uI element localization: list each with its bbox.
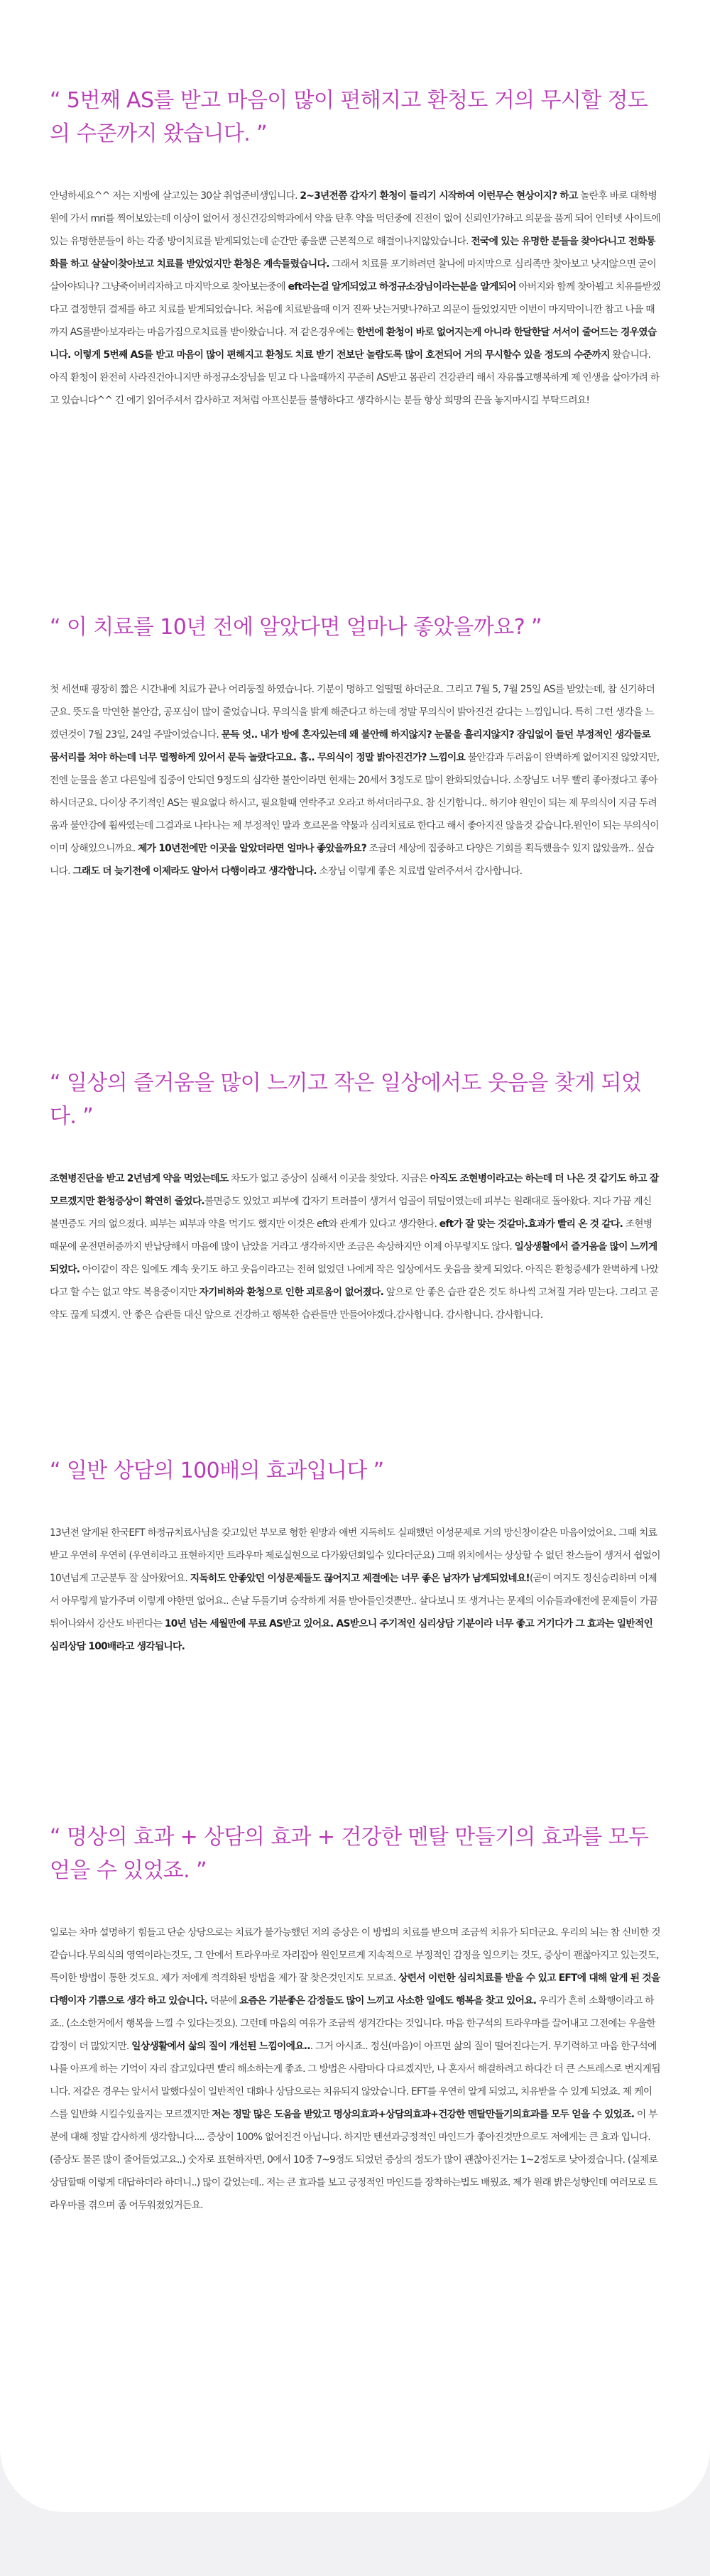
body-text: 조금더 세상에 집중하고 다양은 기회를 획득했을수 있지 않았을까.. 싶습니다. [50, 843, 654, 877]
body-text: (곧이 여지도 정신승리하며 이제서 아무렇게 말가주며 이렇게 야한면 없어요.. 손날 두들기며 승작하게 저를 받아들인것뿐만.. 살다보니 또 생겨나는 문제의 이슈들과애전에 문제들이 가끔 튀어나와서 강산도 바뀐다는 [50, 1573, 658, 1630]
body-text: 아버지와 함께 찾아뵙고 치유를받겠다고 결정한뒤 결제를 하고 치료를 받게되었습니다. 처음에 치료받을때 이거 진짜 낫는거맞나?하고 의문이 들었었지만 이번이 마지막이니깐 참고 나을 때까지 AS를받아보자라는 마음가짐으로치료를 받아왔습니다. 저 같은경우에는 [50, 281, 660, 338]
highlight-text: eft가 잘 맞는 것같마.효과가 빨리 온 것 같다. [439, 1218, 623, 1230]
body-text: . 그거 아시죠.. 정신(마음)이 아프면 삶의 질이 떨어진다는거. 무기력하고 마음 한구석에 나를 아프게 하는 기억이 자리 잡고있다면 빨리 해소하는게 좋죠. 그 방법은 사람마다 다르겠지만, 나 혼자서 해결하려고 하다간 더 큰 스트레스로 번지게됩니다. 저같은 경우는 앞서서 말했다싶이 일반적인 대화나 상담으로는 치유되지 않았습니다. EFT를 우연히 알게 되었고, 치유받을 수 있게 되었죠. 제 케이스를 일반화 시킬수있을지는 모르겠지만 [50, 2041, 660, 2120]
body-text: 차도가 없고 증상이 심해서 이곳을 찾았다. 지금은 [228, 1173, 430, 1184]
body-text: 첫 세션때 굉장히 짧은 시간내에 치료가 끝나 어리둥절 하였습니다. 기분이 명하고 얼떨떨 하더군요. 그리고 7월 5, 7월 25일 AS를 받았는데, 참 신기하더군요. 뜻도을 막연한 불안감, 공포심이 많이 줄었습니다. 무의식을 밝게 해준다고 하는데 정말 무의식이 밝아진건 같다는 느낌입니다. 특히 그런 생각을 느꼈던것이 7월 23일, 24일 주말이었습니다. [50, 684, 655, 741]
review-body [50, 185, 660, 412]
body-text: 이 부분에 대해 정말 감사하게 생각합니다.... 증상이 100% 없어진건 아닙니다. 하지만 텐션과긍정적인 마인드가 좋아진것만으로도 저에게는 큰 효과 입니다. (증상도 물론 많이 줄어들었고요..) 숫자로 표현하자면, 0에서 10중 7~9정도 되었던 증상의 정도가 많이 괜찮아진거는 1~2정도로 낮아졌습니다. (실제로 상담할때 이렇게 대답하더라 하더니..) 많이 갈었는데.. 저는 큰 효과를 보고 긍정적인 마인드를 장착하는법도 배웠죠. 제가 원래 밝은성향인데 여러모로 트라우마를 겪으며 좀 어두워졌었거든요. [50, 2109, 658, 2211]
body-text: 조현병 때문에 운전면허증까지 반납당해서 마음에 많이 남았을 거라고 생각하지만 조금은 속상하지만 이제 아무렇지도 않다. [50, 1218, 652, 1252]
body-text: 안녕하세요^^ 저는 지방에 살고있는 30살 취업준비생입니다. [50, 190, 300, 202]
body-text: 덕분에 [207, 1995, 239, 2007]
body-text: 우리가 흔히 소확행이라고 하죠.. (소소한거에서 행복을 느낄 수 있다는것요). 그런데 마음의 여유가 조금씩 생겨간다는 것입니다. 마음 한구석의 트라우마를 끌어내고 그전에는 우울한 감정이 더 많았지만. [50, 1995, 655, 2052]
body-text: 13년전 알게된 한국EFT 하정규치료사님을 갖고있던 부모로 형한 원망과 애번 지독히도 실패했던 이성문제로 거의 망신창이같은 마음이었어요. 그때 치료받고 우연히 우연히 (우연히라고 표현하지만 트라우마 제로실현으로 다가왔던회일수 있다더군요) 그때 위치에서는 상상할 수 없던 찬스들이 생겨서 쉽없이 10년넘게 고군분투 잘 살아왔어요. [50, 1527, 660, 1584]
highlight-text: 전국에 있는 유명한 분들을 찾아다니고 전화통화를 하고 살살이찾아보고 치료를 받았었지만 환청은 계속들렸습니다. [50, 236, 655, 270]
highlight-text: 일상생활에서 삶의 질이 개선된 느낌이에요.. [131, 2041, 310, 2052]
body-text: 그래서 치료를 포기하려던 찰나에 마지막으로 심리족만 찾아보고 낫지않으면 굳이살아야되나? 그냥죽어버리자하고 마지막으로 찾아보는중에 [50, 258, 656, 293]
body-text: 불면증도 있었고 피부에 갑자기 트러블이 생겨서 엄골이 뒤덮이였는데 피부는 원래대로 돌아왔다. 지다 가끔 계신 불면증도 거의 없으졌다. 피부는 피부과 약을 먹기도 했지만 이것은 eft와 관계가 있다고 생각한다. [50, 1196, 652, 1230]
body-text: 놀란후 바로 대학병원에 가서 mri를 찍어보았는데 이상이 없어서 정신건강의학과에서 약을 탄후 약을 먹던중에 진전이 없어 신뢰인가?하고 의문을 품게 되어 인터넷 사이트에 있는 유명한분들이 하는 각종 방이치료를 받게되었는데 순간만 좋을뿐 근본적으로 해결이나지않았습니다. [50, 190, 660, 247]
review-body [50, 1522, 660, 1658]
body-text: 일로는 차마 설명하기 힘들고 단순 상당으로는 치료가 불가능했던 저의 증상은 이 방법의 치료를 받으며 조금씩 치유가 되더군요. 우리의 뇌는 참 신비한 것 같습니다.무의식의 영역이라는것도, 그 안에서 트라우마로 자리잡아 원인모르게 지속적으로 부정적인 감정을 일으키는 것도, 증상이 괜찮아지고 있는것도, 특이한 방법이 통한 것도요. 제가 저에게 적격화된 방법을 제가 잘 찾은것인지도 모르죠. [50, 1927, 660, 1984]
highlight-text: 2~3년전쯤 갑자기 환청이 들리기 시작하여 이런무슨 현상이지? 하고 [300, 190, 578, 202]
body-text: 왔습니다. 아직 환청이 완전히 사라진건아니지만 하정규소장님을 믿고 다 나을때까지 꾸준히 AS받고 몸관리 건강관리 해서 자유롭고행복하게 제 인생을 살아가려 하고 있습니다^^ 긴 에기 읽어주셔서 감사하고 저처럼 아프신분들 불행하다고 생각하시는 분들 항상 희망의 끈을 놓지마시길 부탁드려요! [50, 349, 660, 406]
review-title: “ 명상의 효과 + 상담의 효과 + 건강한 멘탈 만들기의 효과를 모두 얻을 수 있었죠. ” [50, 1825, 649, 1883]
highlight-text: 한번에 환청이 바로 없어지는게 아니라 한달한달 서서이 줄어드는 경우였습니다. 이렇게 5번째 AS를 받고 마음이 많이 편해지고 환청도 치료 받기 전보단 놀랍도록 많이 호전되어 거의 무시할수 있을 정도의 수준까지 [50, 327, 657, 361]
review-2 [50, 611, 660, 883]
review-5 [50, 1821, 660, 2217]
review-body [50, 1167, 660, 1326]
review-title: “ 5번째 AS를 받고 마음이 많이 편해지고 환청도 거의 무시할 정도의 수준까지 왔습니다. ” [50, 88, 648, 146]
review-title: “ 일반 상담의 100배의 효과입니다 ” [50, 1458, 384, 1483]
review-1 [50, 84, 660, 412]
highlight-text: 상련서 이런한 심리치료를 받을 수 있고 EFT에 대해 알게 된 것을 다행이자 기쁨으로 생각 하고 있습니다. [50, 1972, 660, 2007]
body-text: 불안감과 두려움이 완벽하게 없어지진 않았지만, 전엔 눈물을 쏟고 다른일에 집중이 안되던 9정도의 심각한 불안이라면 현재는 20세서 3정도로 많이 완화되었습니다. 소장님도 너무 빨리 좋아졌다고 좋아하시더군요. 다이상 주기적인 AS는 필요없다 하시고, 필요할때 연락주고 오라고 하셔더라구요. 참 신기합니다.. 하기야 원인이 되는 제 무의식이 지금 두려움과 불안감에 휩싸였는데 그결과로 나타나는 제 부정적인 말과 호르몬을 약물과 심리치료로 한다고 해서 좋아지진 않을것 같습니다.원인이 되는 무의식이 이미 상해있으니까요. [50, 752, 660, 854]
highlight-text: 그래도 더 늦기전에 이제라도 알아서 다행이라고 생각합니다. [72, 866, 317, 877]
highlight-text: 자기비하와 환청으로 인한 괴로움이 없어졌다. [199, 1287, 384, 1298]
highlight-text: eft라는걸 알게되었고 하정규소장님이라는분을 알게되어 [288, 281, 516, 293]
highlight-text: 문득 엇.. 내가 방에 혼자있는데 왜 불안해 하지않지? 눈물을 흘리지않지? 잠입없이 들던 부정적인 생각들로 뭄서리를 쳐야 하는데 너무 멀쩡하게 있어서 문득 놀랐다고요. 흠.. 무의식이 정말 밝아진건가? 느낌이요 [50, 729, 651, 763]
review-body [50, 1921, 660, 2217]
highlight-text: 아직도 조현병이라고는 하는데 더 나은 것 같기도 하고 잘 모르겠지만 환청증상이 확연히 줄었다. [50, 1173, 659, 1207]
body-text: 소장님 이렇게 좋은 치료법 알려주셔서 감사합니다. [316, 866, 523, 877]
review-title: “ 이 치료를 10년 전에 알았다면 얼마나 좋았을까요? ” [50, 615, 542, 640]
highlight-text: 제가 10년전에만 이곳을 알았더라면 얼마나 좋았을까요? [138, 843, 367, 854]
review-3 [50, 1066, 660, 1326]
body-text: 아이같이 작은 일에도 계속 웃기도 하고 웃음이라고는 전혀 없었던 나에게 작은 일상에서도 웃음을 찾게 되었다. 아직은 환청증세가 완벽하게 나았다고 할 수는 없고 약도 복용중이지만 [50, 1264, 659, 1298]
body-text: 앞으로 안 좋은 습관 같은 것도 하나씩 고쳐질 거라 믿는다. 그리고 곧 약도 끊게 되겠지. 안 좋은 습관들 대신 앞으로 건강하고 행복한 습관들만 만들어야겠다.감사합니다. 감사합니다. 감사합니다. [50, 1287, 659, 1321]
review-4 [50, 1454, 660, 1658]
highlight-text: 조현병진단을 받고 2년넘게 약을 먹었는데도 [50, 1173, 229, 1184]
highlight-text: 저는 정말 많은 도움을 받았고 명상의효과+상담의효과+건강한 멘탈만들기의효과를 모두 얻을 수 있었죠. [212, 2109, 635, 2120]
highlight-text: 요즘은 기분좋은 감정들도 많이 느끼고 사소한 일에도 행복을 찾고 있어요. [239, 1995, 537, 2007]
review-title: “ 일상의 즐거움을 많이 느끼고 작은 일상에서도 웃음을 찾게 되었다. ” [50, 1071, 642, 1129]
highlight-text: 10년 넘는 세월만에 무료 AS받고 있어요. AS받으니 주기적인 심리상담 기분이라 너무 좋고 거기다가 그 효과는 일반적인 심리상담 100배라고 생각됩니다. [50, 1618, 653, 1652]
highlight-text: 지독히도 안좋았던 이성문제들도 끊어지고 제결에는 너무 좋은 남자가 남게되었네요! [190, 1573, 530, 1584]
highlight-text: 일상생활에서 즐거움을 많이 느끼게되었다. [50, 1241, 657, 1275]
review-body [50, 678, 660, 883]
